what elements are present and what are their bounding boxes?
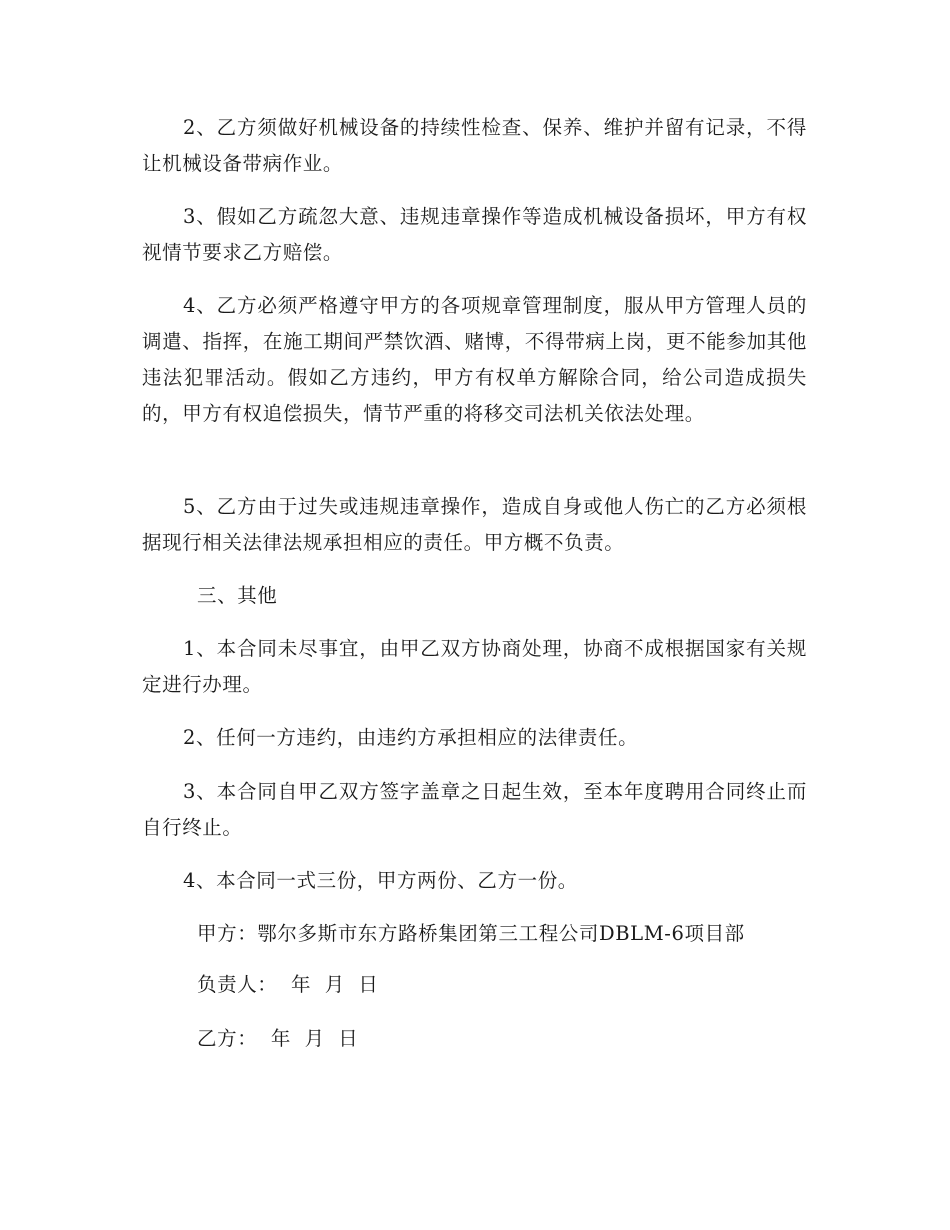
clause-2-5: 5、乙方由于过失或违规违章操作，造成自身或他人伤亡的乙方必须根据现行相关法律法规承担相应的责任。甲方概不负责。 xyxy=(142,495,807,554)
clause-2-3: 3、假如乙方疏忽大意、违规违章操作等造成机械设备损坏，甲方有权视情节要求乙方赔偿。 xyxy=(142,205,807,264)
signature-party-a: 甲方：鄂尔多斯市东方路桥集团第三工程公司DBLM-6项目部 xyxy=(197,922,745,945)
signature-responsible-person: 负责人： 年 月 日 xyxy=(197,973,379,996)
clause-3-3: 3、本合同自甲乙双方签字盖章之日起生效，至本年度聘用合同终止而自行终止。 xyxy=(142,780,807,839)
clause-3-4: 4、本合同一式三份，甲方两份、乙方一份。 xyxy=(183,869,578,892)
clause-2-4: 4、乙方必须严格遵守甲方的各项规章管理制度，服从甲方管理人员的调遣、指挥，在施工期间严禁饮酒、赌博，不得带病上岗，更不能参加其他违法犯罪活动。假如乙方违约，甲方有权单方解除合同，给公司造成损失的，甲方有权追偿损失，情节严重的将移交司法机关依法处理。 xyxy=(142,294,807,425)
signature-party-b: 乙方： 年 月 日 xyxy=(197,1027,359,1050)
clause-3-2: 2、任何一方违约，由违约方承担相应的法律责任。 xyxy=(183,726,639,749)
clause-2-2: 2、乙方须做好机械设备的持续性检查、保养、维护并留有记录，不得让机械设备带病作业。 xyxy=(142,116,807,175)
section-heading-other: 三、其他 xyxy=(197,584,278,607)
clause-3-1: 1、本合同未尽事宜，由甲乙双方协商处理，协商不成根据国家有关规定进行办理。 xyxy=(142,637,807,696)
